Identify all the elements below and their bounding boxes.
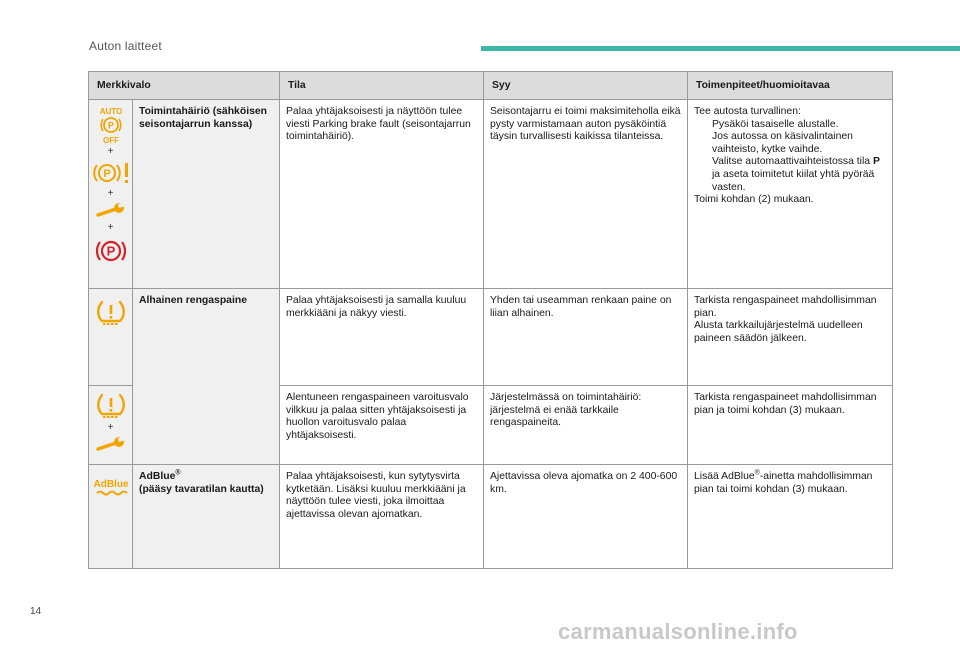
registered-mark: ®	[754, 469, 760, 477]
tila-text: Alentuneen rengaspaineen varoitusvalo vilkkuu ja palaa sitten yhtäjaksoisesti ja huollon varoitusvalo palaa yhtäjaksoisesti.	[286, 392, 469, 441]
toimenpide-text: Tarkista rengaspaineet mahdollisimman pian. Alusta tarkkailujärjestelmä uudelleen paineen säädön jälkeen.	[694, 295, 877, 344]
svg-text:OFF: OFF	[102, 136, 119, 144]
syy-cell	[484, 100, 688, 289]
tila-cell	[280, 289, 484, 386]
toimenpide-cell	[688, 289, 893, 386]
bullet-text-pre: Valitse automaattivaihteistossa tila	[712, 156, 873, 168]
service-wrench-icon	[95, 436, 127, 454]
bullet-text: Jos autossa on käsivalintainen vaihteisto, kytke vaihde.	[712, 131, 853, 155]
svg-text:P: P	[106, 243, 115, 259]
tila-cell	[280, 100, 484, 289]
plus-sign: +	[107, 188, 114, 199]
plus-sign: +	[107, 422, 114, 433]
icon-cell	[89, 100, 133, 289]
adblue-icon-label: AdBlue	[93, 479, 128, 490]
tyre-pressure-icon	[94, 392, 128, 420]
header-accent-bar	[481, 46, 960, 51]
toimenpide-cell	[688, 465, 893, 569]
watermark-link[interactable]: carmanualsonline.info	[558, 619, 798, 644]
tyre-pressure-icon	[94, 299, 128, 327]
name-cell	[133, 100, 280, 289]
toimenpide-outro: Toimi kohdan (2) mukaan.	[694, 194, 814, 206]
plus-sign: +	[107, 222, 114, 233]
header-toimenpiteet: Toimenpiteet/huomioitavaa	[688, 72, 893, 100]
name-cell	[133, 289, 280, 465]
name-cell	[133, 465, 280, 569]
svg-text:P: P	[102, 168, 111, 180]
header-tila: Tila	[280, 72, 484, 100]
syy-text: Järjestelmässä on toimintahäiriö: järjestelmä ei enää tarkkaile rengaspaineita.	[490, 392, 642, 429]
tila-cell	[280, 386, 484, 465]
toimenpide-intro: Tee autosta turvallinen:	[694, 106, 801, 117]
toimenpide-text-post: -ainetta mahdollisimman pian tai toimi kohdan (3) mukaan.	[694, 471, 873, 495]
icon-cell	[89, 386, 133, 465]
toimenpide-text: Tarkista rengaspaineet mahdollisimman pian ja toimi kohdan (3) mukaan.	[694, 392, 877, 416]
syy-text: Ajettavissa oleva ajomatka on 2 400-600 km.	[490, 471, 678, 495]
bullet-text: Pysäköi tasaiselle alustalle.	[712, 118, 839, 130]
table-row	[89, 100, 893, 289]
icon-cell	[89, 289, 133, 386]
header-merkkivalo: Merkkivalo	[89, 72, 280, 100]
parking-brake-icon	[93, 236, 129, 266]
svg-text:AUTO: AUTO	[99, 107, 122, 116]
warning-name: AdBlue	[139, 471, 176, 482]
syy-text: Yhden tai useamman renkaan paine on liian alhainen.	[490, 295, 672, 319]
adblue-icon	[91, 477, 131, 497]
toimenpide-cell	[688, 386, 893, 465]
table-header-row	[89, 72, 893, 100]
auto-off-parking-icon	[97, 106, 125, 144]
plus-sign: +	[107, 146, 114, 157]
tila-cell	[280, 465, 484, 569]
page-number: 14	[30, 606, 42, 617]
syy-text: Seisontajarru ei toimi maksimiteholla eikä pysty varmistamaan auton pysäköintiä täysin turvallisesti kaikissa tilanteissa.	[490, 106, 681, 143]
table-row	[89, 289, 893, 386]
icon-cell	[89, 465, 133, 569]
syy-cell	[484, 386, 688, 465]
warning-name-detail: (pääsy tavaratilan kautta)	[139, 483, 264, 495]
registered-mark: ®	[175, 469, 181, 477]
service-wrench-icon	[95, 202, 127, 220]
toimenpide-cell	[688, 100, 893, 289]
toimenpide-text-pre: Lisää AdBlue	[694, 471, 755, 482]
tila-text: Palaa yhtäjaksoisesti, kun sytytysvirta kytketään. Lisäksi kuuluu merkkiääni ja näyttöön tulee viesti, joka ilmoittaa ajettavissa olevan ajomatkan.	[286, 471, 466, 520]
svg-text:P: P	[107, 120, 114, 131]
syy-cell	[484, 465, 688, 569]
header-syy: Syy	[484, 72, 688, 100]
table-row	[89, 465, 893, 569]
bullet-text-bold: P	[872, 156, 880, 168]
section-title: Auton laitteet	[89, 39, 162, 53]
tila-text: Palaa yhtäjaksoisesti ja samalla kuuluu merkkiääni ja näkyy viesti.	[286, 295, 467, 319]
warning-lights-table	[88, 71, 893, 569]
parking-brake-fault-icon	[91, 160, 131, 186]
warning-name: Alhainen rengaspaine	[139, 295, 247, 306]
syy-cell	[484, 289, 688, 386]
bullet-text-post: ja aseta toimitetut kiilat yhtä pyörää vasten.	[712, 168, 875, 193]
warning-name: Toimintahäiriö (sähköisen seisontajarrun kanssa)	[139, 106, 267, 130]
tila-text: Palaa yhtäjaksoisesti ja näyttöön tulee viesti Parking brake fault (seisontajarrun toimintahäiriö).	[286, 106, 471, 143]
